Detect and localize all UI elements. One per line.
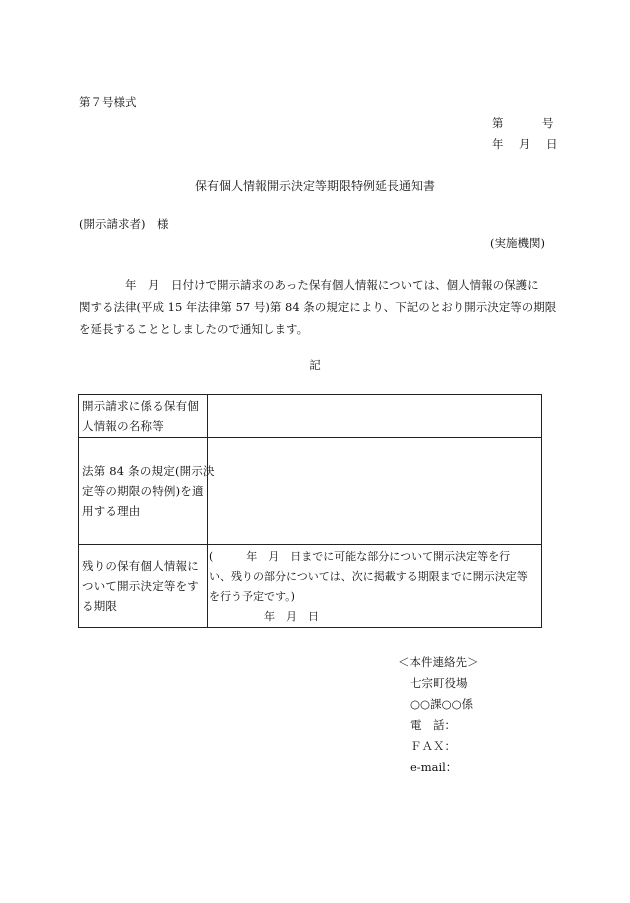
addressee: (開示請求者) 様 [79,217,169,231]
row-label: 法第 84 条の規定(開示決 定等の期限の特例)を適 用する理由 [79,438,208,545]
details-table [78,394,542,628]
row-label: 残りの保有個人情報に ついて開示決定等をす る期限 [79,545,208,628]
document-title: 保有個人情報開示決定等期限特例延長通知書 [194,179,435,193]
issuer: (実施機関) [490,236,545,250]
notice-body [79,274,557,340]
row-value: ( 年 月 日までに可能な部分について開示決定等を行 い、残りの部分については、次に掲載する期限までに開示決定等 を行う予定です。) 年 月 日 [208,545,542,628]
contact-fax: ＦＡＸ： [410,739,456,753]
row-value [208,438,542,545]
contact-header: ＜本件連絡先＞ [398,655,479,669]
form-number: 第７号様式 [79,95,137,109]
contact-block [398,652,479,778]
table-row [79,395,542,438]
body-line: 年 月 日付けで開示請求のあった保有個人情報については、個人情報の保護に [79,278,539,292]
ki-heading: 記 [309,358,321,372]
contact-email: e-mail： [410,760,458,774]
body-line: を延長することとしましたので通知します。 [79,322,309,336]
row-label: 開示請求に係る保有個 人情報の名称等 [79,395,208,438]
body-line: 関する法律(平成 15 年法律第 57 号)第 84 条の規定により、下記のとおり開示決定等の期限 [79,300,557,314]
contact-org: 七宗町役場 [410,676,468,690]
contact-phone: 電 話： [410,718,456,732]
doc-number: 第 号 [492,116,555,130]
table-row [79,438,542,545]
table-row [79,545,542,628]
row-value [208,395,542,438]
doc-date: 年 月 日 [492,137,560,151]
contact-section: ○○課○○係 [410,697,474,711]
